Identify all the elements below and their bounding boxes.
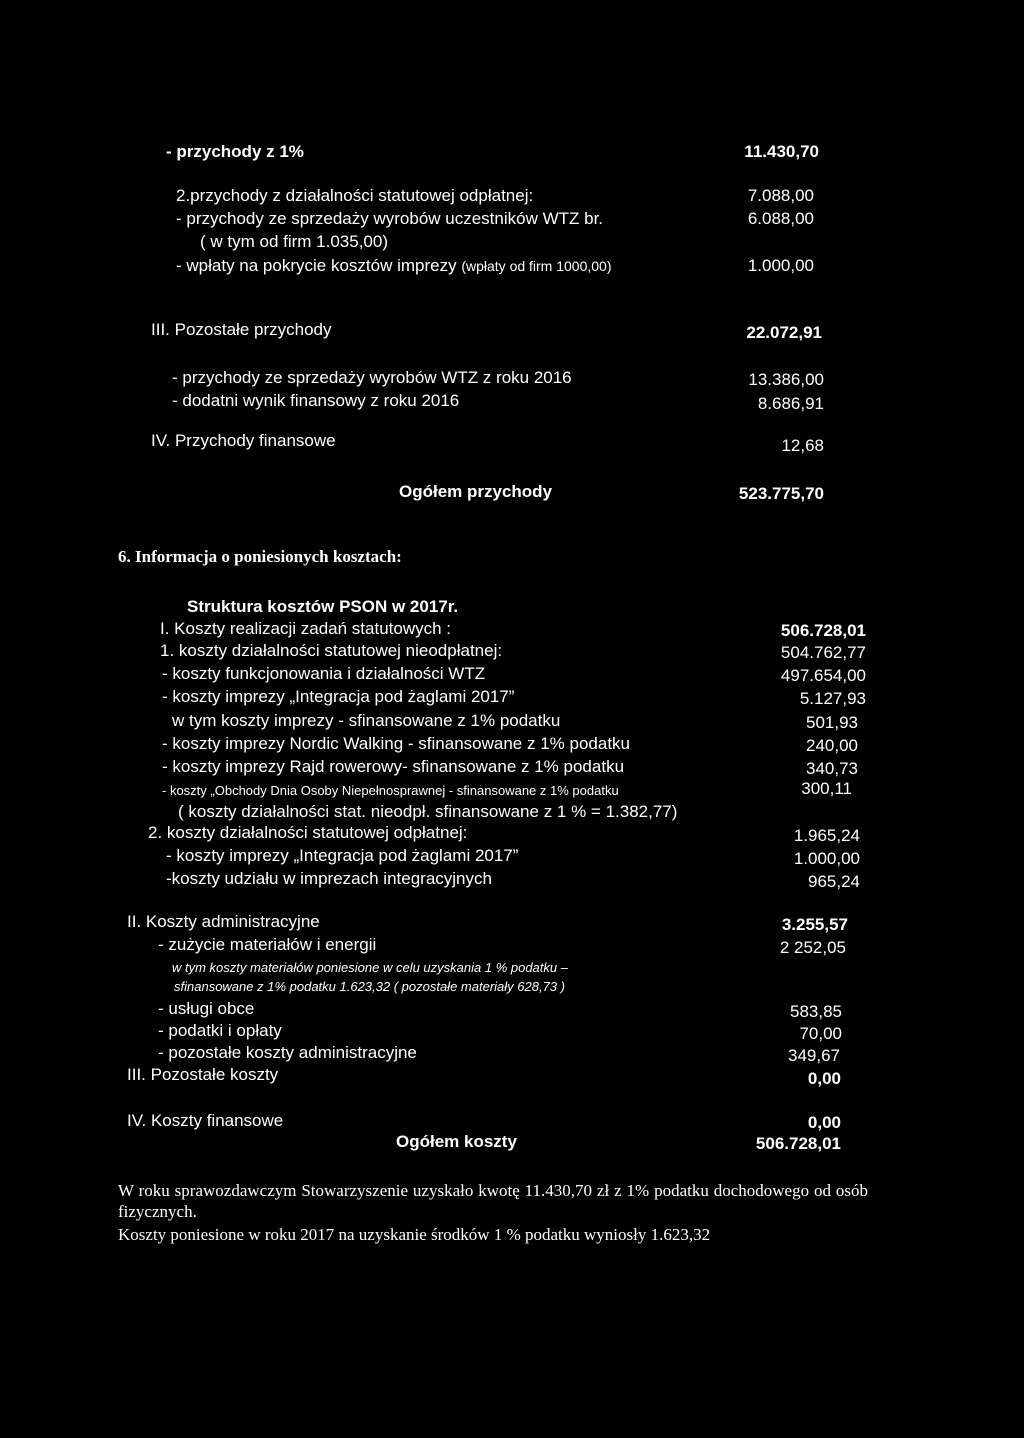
costs-bike-value: 340,73 — [806, 759, 858, 778]
costs-participation-value: 965,24 — [808, 872, 860, 891]
costs-sailing-1pct-label: w tym koszty imprezy - sfinansowane z 1% podatku — [172, 711, 561, 730]
income-sales-value: 6.088,00 — [747, 209, 814, 228]
costs-statutory-value: 506.728,01 — [780, 621, 866, 640]
costs-total-value: 506.728,01 — [755, 1134, 841, 1153]
costs-other-admin-value: 349,67 — [788, 1046, 840, 1065]
costs-other-value: 0,00 — [807, 1069, 841, 1088]
income-result-2016-value: 8.686,91 — [757, 394, 824, 413]
income-sales-2016-label: - przychody ze sprzedaży wyrobów WTZ z roku 2016 — [172, 368, 572, 387]
costs-materials-value: 2 252,05 — [779, 938, 846, 957]
income-financial-label: IV. Przychody finansowe — [151, 431, 336, 450]
costs-sailing-label: - koszty imprezy „Integracja pod żaglami 2017” — [162, 687, 515, 706]
costs-services-label: - usługi obce — [158, 999, 255, 1018]
costs-nordic-value: 240,00 — [806, 736, 858, 755]
income-sales-note: ( w tym od firm 1.035,00) — [200, 232, 389, 251]
income-total-value: 523.775,70 — [738, 484, 824, 503]
costs-statutory-label: I. Koszty realizacji zadań statutowych : — [160, 619, 452, 638]
costs-nordic-label: - koszty imprezy Nordic Walking - sfinansowane z 1% podatku — [162, 734, 630, 753]
summary-paragraph-1: W roku sprawozdawczym Stowarzyszenie uzyskało kwotę 11.430,70 zł z 1% podatku dochodowego od osób fizycznych. — [118, 1181, 868, 1221]
income-result-2016-label: - dodatni wynik finansowy z roku 2016 — [172, 391, 460, 410]
costs-admin-value: 3.255,57 — [781, 915, 848, 934]
costs-other-label: III. Pozostałe koszty — [127, 1065, 279, 1084]
costs-sailing-1pct-value: 501,93 — [806, 713, 858, 732]
income-paid-label: 2.przychody z działalności statutowej odpłatnej: — [176, 186, 534, 205]
costs-paid-sailing-value: 1.000,00 — [793, 849, 860, 868]
costs-other-admin-label: - pozostałe koszty administracyjne — [158, 1043, 417, 1062]
costs-section-heading: 6. Informacja o poniesionych kosztach: — [118, 547, 402, 566]
income-sales-label: - przychody ze sprzedaży wyrobów uczestników WTZ br. — [176, 209, 604, 228]
income-total-label: Ogółem przychody — [399, 482, 553, 501]
costs-services-value: 583,85 — [790, 1002, 842, 1021]
income-1pct-value: 11.430,70 — [744, 142, 819, 161]
income-sales-2016-value: 13.386,00 — [748, 370, 824, 389]
costs-unpaid-label: 1. koszty działalności statutowej nieodpłatnej: — [160, 641, 503, 660]
costs-admin-label: II. Koszty administracyjne — [127, 912, 320, 931]
costs-financial-label: IV. Koszty finansowe — [127, 1111, 284, 1130]
income-event-payments-note: (wpłaty od firm 1000,00) — [461, 258, 612, 274]
income-event-payments — [176, 256, 612, 276]
costs-paid-value: 1.965,24 — [793, 826, 860, 845]
costs-materials-note-2: sfinansowane z 1% podatku 1.623,32 ( pozostałe materiały 628,73 ) — [174, 979, 565, 994]
costs-taxes-label: - podatki i opłaty — [158, 1021, 282, 1040]
income-event-payments-label: - wpłaty na pokrycie kosztów imprezy — [176, 256, 457, 275]
income-other-value: 22.072,91 — [746, 323, 822, 342]
costs-operation-value: 497.654,00 — [780, 666, 866, 685]
summary-paragraph-2: Koszty poniesione w roku 2017 na uzyskanie środków 1 % podatku wyniosły 1.623,32 — [118, 1225, 711, 1244]
costs-unpaid-1pct-note: ( koszty działalności stat. nieodpł. sfinansowane z 1 % = 1.382,77) — [178, 802, 678, 821]
costs-paid-label: 2. koszty działalności statutowej odpłatnej: — [148, 823, 468, 842]
income-paid-value: 7.088,00 — [747, 186, 814, 205]
costs-sailing-value: 5.127,93 — [799, 689, 866, 708]
costs-materials-note-1: w tym koszty materiałów poniesione w celu uzyskania 1 % podatku – — [172, 960, 568, 975]
income-other-label: III. Pozostałe przychody — [151, 320, 332, 339]
costs-financial-value: 0,00 — [807, 1113, 841, 1132]
costs-total-label: Ogółem koszty — [396, 1132, 517, 1151]
costs-taxes-value: 70,00 — [799, 1024, 842, 1043]
costs-bike-label: - koszty imprezy Rajd rowerowy- sfinansowane z 1% podatku — [162, 757, 625, 776]
costs-participation-label: -koszty udziału w imprezach integracyjnych — [166, 869, 492, 888]
costs-disability-day-label: - koszty „Obchody Dnia Osoby Niepełnosprawnej - sfinansowane z 1% podatku — [162, 783, 619, 798]
costs-unpaid-value: 504.762,77 — [780, 643, 866, 662]
costs-materials-label: - zużycie materiałów i energii — [158, 935, 377, 954]
income-1pct-label: - przychody z 1% — [166, 142, 304, 161]
costs-subheading: Struktura kosztów PSON w 2017r. — [187, 597, 459, 616]
costs-disability-day-value: 300,11 — [801, 779, 852, 798]
costs-paid-sailing-label: - koszty imprezy „Integracja pod żaglami 2017” — [166, 846, 519, 865]
costs-operation-label: - koszty funkcjonowania i działalności WTZ — [162, 664, 486, 683]
income-event-payments-value: 1.000,00 — [747, 256, 814, 275]
income-financial-value: 12,68 — [781, 436, 824, 455]
